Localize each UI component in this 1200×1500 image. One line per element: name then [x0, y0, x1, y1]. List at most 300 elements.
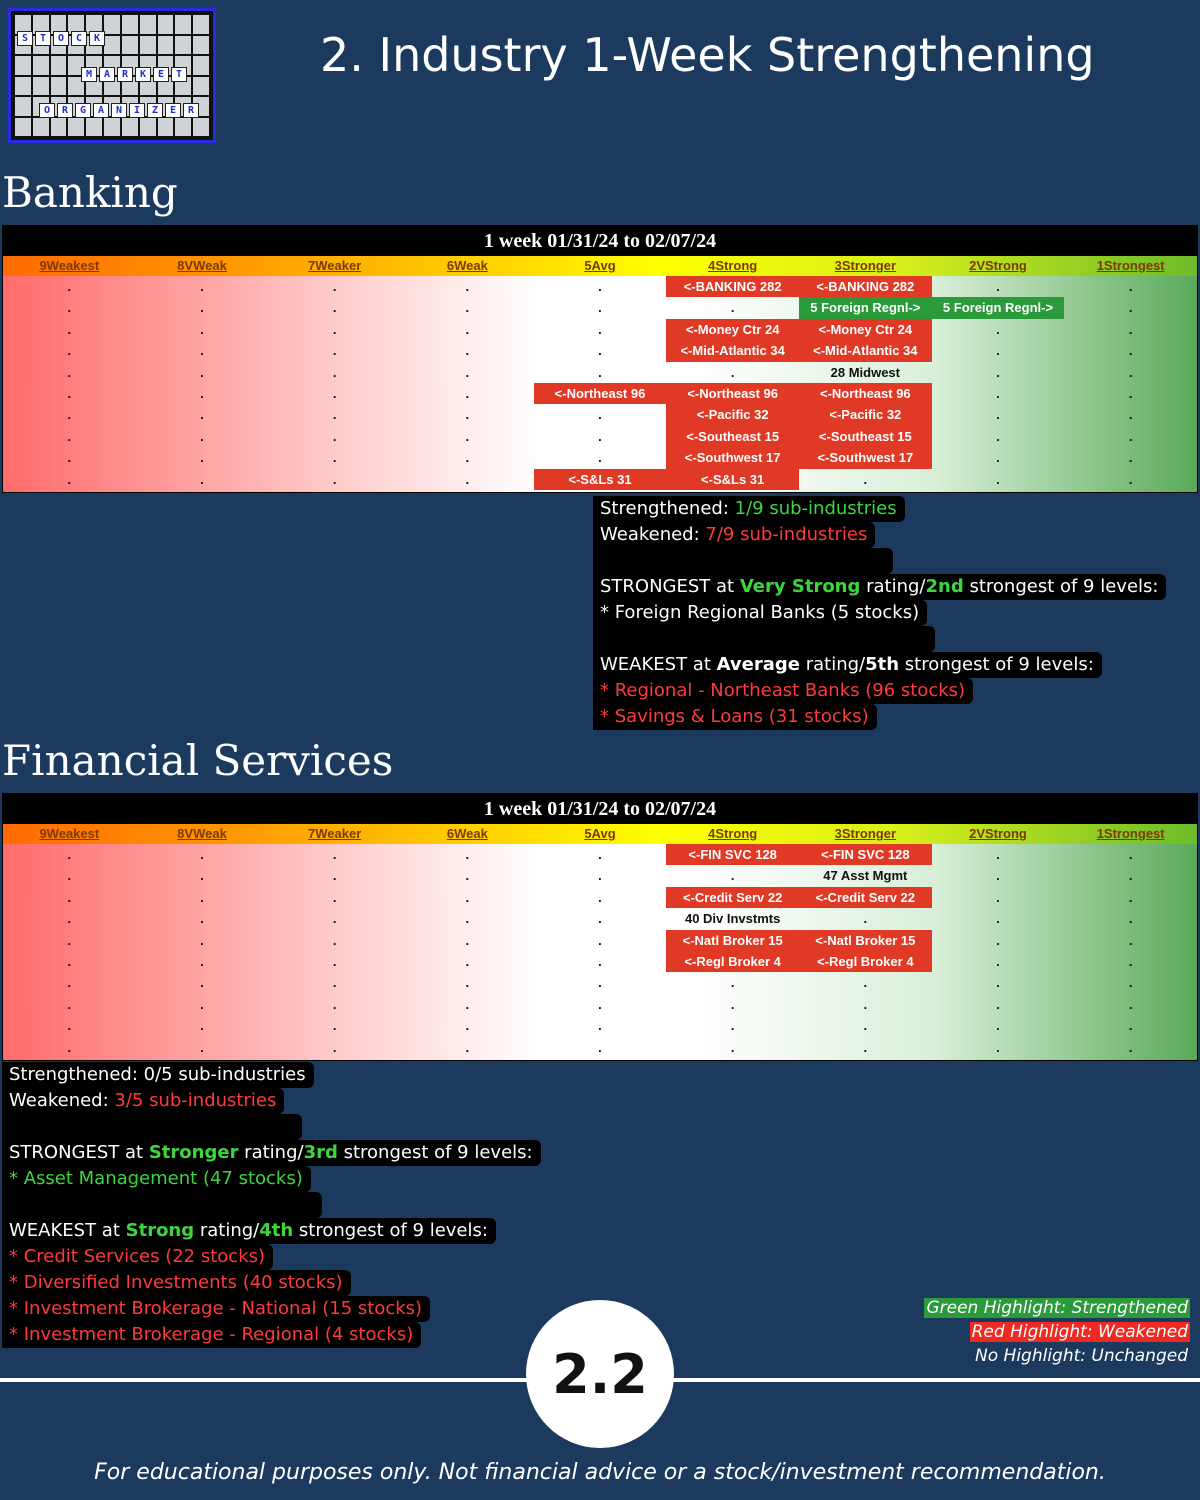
grid-cell: <-Northeast 96: [666, 383, 799, 404]
logo-letter: M: [81, 67, 97, 82]
grid-cell: .: [598, 996, 602, 1012]
grid-cell: .: [598, 300, 602, 316]
grid-cell: .: [200, 300, 204, 316]
grid-row: [3, 865, 1197, 886]
grid-cell: .: [67, 868, 72, 884]
level-label: 3Stronger: [834, 258, 897, 273]
logo-letter: K: [89, 31, 105, 46]
level-label: 3Stronger: [834, 826, 897, 841]
grid-cell: .: [996, 279, 1000, 294]
grid-cell: .: [332, 407, 337, 423]
grid-cell: .: [465, 889, 470, 905]
grid-cell: .: [1128, 868, 1133, 884]
level-label: 2VStrong: [969, 826, 1027, 841]
grid-cell: .: [332, 471, 337, 487]
grid-cell: .: [67, 450, 72, 466]
grid-cell: .: [465, 450, 470, 466]
grid-cell: <-Credit Serv 22: [666, 887, 799, 908]
level-label: 6Weak: [446, 826, 488, 841]
grid-cell: .: [67, 364, 72, 380]
grid-cell: <-BANKING 282: [666, 276, 799, 297]
grid-cell: .: [465, 911, 470, 927]
logo-tile: [15, 56, 31, 75]
grid-cell: 28 Midwest: [830, 364, 900, 380]
grid-cell: .: [598, 932, 602, 948]
grid-cell: .: [598, 911, 602, 927]
grid-cell: .: [200, 953, 204, 969]
grid-cell: .: [465, 996, 470, 1012]
grid-cell: .: [200, 450, 204, 466]
highlight-legend: [924, 1298, 1190, 1370]
logo-tile: [140, 36, 156, 55]
grid-cell: <-Southwest 17: [666, 447, 799, 468]
level-label: 7Weaker: [308, 258, 362, 273]
banking-weakest-item: * Regional - Northeast Banks (96 stocks): [593, 678, 973, 704]
grid-cell: .: [996, 471, 1000, 487]
grid-cell: <-Credit Serv 22: [799, 887, 932, 908]
logo-tile: [104, 36, 120, 55]
banking-table-header: 1 week 01/31/24 to 02/07/24: [3, 226, 1197, 256]
grid-cell: .: [1128, 1039, 1133, 1055]
grid-cell: <-FIN SVC 128: [666, 844, 799, 865]
grid-cell: .: [996, 428, 1000, 444]
banking-strengthened-line: Strengthened: 1/9 sub-industries: [593, 496, 905, 522]
grid-cell: .: [1128, 471, 1133, 487]
grid-row: [3, 340, 1197, 361]
grid-cell: <-Northeast 96: [799, 383, 932, 404]
financial-table-header: 1 week 01/31/24 to 02/07/24: [3, 794, 1197, 824]
logo-tile: [140, 15, 156, 34]
grid-cell: .: [465, 1018, 470, 1034]
level-label: 1Strongest: [1096, 258, 1165, 273]
grid-cell: .: [200, 407, 204, 423]
grid-cell: .: [598, 407, 602, 423]
page-number-badge: 2.2: [526, 1300, 674, 1448]
grid-cell: .: [332, 953, 337, 969]
grid-cell: .: [863, 975, 868, 991]
grid-row: [3, 276, 1197, 297]
grid-row: [3, 383, 1197, 404]
logo-tile: [33, 118, 49, 137]
grid-cell: .: [465, 300, 470, 316]
logo-letter: G: [75, 103, 91, 118]
logo-letter: I: [129, 103, 145, 118]
banking-section-title: Banking: [2, 168, 178, 217]
logo-letter: K: [135, 67, 151, 82]
grid-cell: .: [332, 300, 337, 316]
grid-cell: .: [1128, 932, 1133, 948]
grid-cell: .: [465, 428, 470, 444]
grid-row: [3, 908, 1197, 929]
grid-cell: .: [67, 975, 72, 991]
logo-tile: [15, 77, 31, 96]
disclaimer: For educational purposes only. Not financial advice or a stock/investment recommendation.: [94, 1460, 1106, 1485]
grid-cell: .: [598, 868, 602, 884]
grid-cell: .: [465, 847, 470, 862]
legend-none: No Highlight: Unchanged: [975, 1346, 1188, 1366]
banking-summary-notes: [593, 496, 1166, 730]
grid-cell: .: [730, 364, 735, 380]
financial-strongest-item: * Asset Management (47 stocks): [2, 1166, 311, 1192]
financial-weakest-item: * Credit Services (22 stocks): [2, 1244, 273, 1270]
grid-cell: .: [465, 343, 470, 359]
grid-row: [3, 469, 1197, 490]
logo-letter: R: [183, 103, 199, 118]
financial-section-title: Financial Services: [2, 736, 394, 785]
logo-tile: [15, 97, 31, 116]
grid-cell: <-Mid-Atlantic 34: [666, 340, 799, 361]
grid-row: [3, 404, 1197, 425]
grid-cell: .: [996, 321, 1000, 337]
grid-cell: .: [332, 911, 337, 927]
legend-red: Red Highlight: Weakened: [971, 1322, 1188, 1342]
grid-cell: .: [332, 385, 337, 401]
financial-strengthened-line: Strengthened: 0/5 sub-industries: [2, 1062, 314, 1088]
grid-cell: .: [996, 996, 1000, 1012]
logo-word-stock: [17, 31, 105, 46]
grid-cell: .: [1128, 889, 1133, 905]
grid-cell: .: [730, 868, 735, 884]
grid-cell: .: [996, 953, 1000, 969]
logo-letter: E: [153, 67, 169, 82]
grid-cell: 47 Asst Mgmt: [823, 868, 908, 884]
grid-cell: 5 Foreign Regnl->: [932, 297, 1065, 318]
grid-cell: .: [200, 868, 204, 884]
grid-cell: .: [730, 975, 735, 991]
grid-cell: .: [67, 1039, 72, 1055]
grid-cell: .: [200, 847, 204, 862]
grid-row: [3, 951, 1197, 972]
grid-cell: .: [1128, 300, 1133, 316]
logo-tile: [122, 36, 138, 55]
grid-cell: .: [996, 343, 1000, 359]
grid-cell: .: [332, 279, 337, 294]
grid-cell: .: [465, 364, 470, 380]
financial-rating-table: [2, 793, 1198, 1061]
logo-tile: [51, 118, 67, 137]
grid-cell: .: [598, 889, 602, 905]
banking-level-header-row: [3, 256, 1197, 276]
financial-grid-body: [3, 844, 1197, 1060]
grid-cell: .: [863, 996, 868, 1012]
logo-tile: [15, 118, 31, 137]
grid-cell: .: [67, 385, 72, 401]
grid-cell: .: [200, 364, 204, 380]
grid-cell: .: [996, 1039, 1000, 1055]
grid-cell: .: [200, 471, 204, 487]
grid-cell: .: [67, 953, 72, 969]
grid-cell: .: [332, 450, 337, 466]
grid-cell: .: [863, 1018, 868, 1034]
grid-cell: .: [200, 911, 204, 927]
grid-cell: .: [332, 975, 337, 991]
grid-row: [3, 426, 1197, 447]
grid-cell: 5 Foreign Regnl->: [799, 297, 932, 318]
grid-cell: .: [1128, 279, 1133, 294]
grid-cell: .: [465, 321, 470, 337]
level-label: 8VWeak: [177, 826, 227, 841]
grid-cell: .: [332, 343, 337, 359]
grid-cell: .: [1128, 953, 1133, 969]
logo-tile: [175, 118, 191, 137]
grid-cell: .: [200, 279, 204, 294]
logo-tile: [193, 77, 209, 96]
grid-cell: .: [996, 450, 1000, 466]
level-label: 4Strong: [708, 826, 758, 841]
level-label: 2VStrong: [969, 258, 1027, 273]
level-label: 9Weakest: [39, 258, 100, 273]
grid-cell: .: [332, 868, 337, 884]
banking-weakest-line: WEAKEST at Average rating/5th strongest of 9 levels:: [593, 652, 1102, 678]
grid-cell: .: [67, 471, 72, 487]
grid-cell: .: [465, 868, 470, 884]
logo-letter: A: [99, 67, 115, 82]
grid-cell: .: [67, 1018, 72, 1034]
grid-row: [3, 362, 1197, 383]
grid-cell: .: [465, 471, 470, 487]
grid-cell: .: [200, 321, 204, 337]
logo-tile: [122, 15, 138, 34]
grid-cell: .: [67, 407, 72, 423]
grid-row: [3, 447, 1197, 468]
grid-cell: .: [200, 343, 204, 359]
logo-letter: R: [57, 103, 73, 118]
banking-strongest-item: * Foreign Regional Banks (5 stocks): [593, 600, 927, 626]
grid-cell: .: [67, 343, 72, 359]
grid-cell: .: [863, 1039, 868, 1055]
logo-tile: [51, 56, 67, 75]
grid-cell: .: [332, 996, 337, 1012]
logo-tile: [193, 36, 209, 55]
logo-tile: [158, 36, 174, 55]
grid-cell: <-Mid-Atlantic 34: [799, 340, 932, 361]
grid-cell: .: [67, 996, 72, 1012]
financial-level-header-row: [3, 824, 1197, 844]
financial-weakest-item: * Diversified Investments (40 stocks): [2, 1270, 351, 1296]
grid-cell: <-Southeast 15: [666, 426, 799, 447]
grid-cell: <-Northeast 96: [534, 383, 667, 404]
grid-cell: .: [1128, 847, 1133, 862]
grid-cell: .: [67, 911, 72, 927]
grid-cell: <-BANKING 282: [799, 276, 932, 297]
logo-tile: [104, 118, 120, 137]
grid-row: [3, 994, 1197, 1015]
logo-tile: [140, 118, 156, 137]
grid-cell: <-Pacific 32: [666, 404, 799, 425]
grid-cell: .: [1128, 911, 1133, 927]
grid-cell: <-Regl Broker 4: [666, 951, 799, 972]
grid-cell: <-FIN SVC 128: [799, 844, 932, 865]
logo-tile: [193, 15, 209, 34]
grid-cell: .: [996, 847, 1000, 862]
banking-weakened-line: Weakened: 7/9 sub-industries: [593, 522, 875, 548]
logo-tile: [33, 56, 49, 75]
page-title: 2. Industry 1-Week Strengthening: [320, 28, 1095, 82]
logo-letter: T: [35, 31, 51, 46]
level-label: 6Weak: [446, 258, 488, 273]
grid-cell: .: [200, 1039, 204, 1055]
logo-letter: Z: [147, 103, 163, 118]
logo-letter: R: [117, 67, 133, 82]
logo-letter: O: [39, 103, 55, 118]
grid-row: [3, 930, 1197, 951]
grid-cell: .: [67, 321, 72, 337]
grid-cell: .: [1128, 996, 1133, 1012]
grid-cell: .: [1128, 428, 1133, 444]
level-label: 5Avg: [584, 258, 616, 273]
logo-tile: [158, 15, 174, 34]
grid-cell: .: [996, 975, 1000, 991]
logo-tile: [175, 36, 191, 55]
grid-cell: .: [200, 889, 204, 905]
grid-cell: .: [200, 975, 204, 991]
grid-cell: .: [332, 364, 337, 380]
grid-cell: .: [332, 428, 337, 444]
legend-green: Green Highlight: Strengthened: [926, 1298, 1188, 1318]
logo-tile: [33, 77, 49, 96]
financial-weakest-line: WEAKEST at Strong rating/4th strongest of 9 levels:: [2, 1218, 496, 1244]
financial-weakened-line: Weakened: 3/5 sub-industries: [2, 1088, 284, 1114]
grid-cell: .: [465, 953, 470, 969]
grid-cell: <-Money Ctr 24: [799, 319, 932, 340]
grid-cell: <-S&Ls 31: [534, 469, 667, 490]
grid-cell: .: [598, 321, 602, 337]
grid-cell: <-Natl Broker 15: [666, 930, 799, 951]
grid-cell: .: [200, 932, 204, 948]
grid-cell: .: [332, 1018, 337, 1034]
grid-cell: .: [730, 300, 735, 316]
grid-cell: .: [465, 932, 470, 948]
logo-word-organizer: [39, 103, 199, 118]
grid-row: [3, 319, 1197, 340]
level-label: 8VWeak: [177, 258, 227, 273]
grid-cell: .: [598, 364, 602, 380]
grid-cell: .: [863, 471, 868, 487]
logo-tile: [104, 15, 120, 34]
stock-market-organizer-logo: [8, 8, 216, 143]
grid-cell: .: [598, 343, 602, 359]
logo-tile: [51, 77, 67, 96]
grid-cell: .: [598, 450, 602, 466]
logo-tile: [175, 15, 191, 34]
grid-cell: .: [598, 975, 602, 991]
grid-row: [3, 972, 1197, 993]
grid-cell: .: [598, 279, 602, 294]
grid-cell: .: [996, 385, 1000, 401]
level-label: 7Weaker: [308, 826, 362, 841]
grid-row: [3, 297, 1197, 318]
level-label: 5Avg: [584, 826, 616, 841]
grid-cell: .: [200, 428, 204, 444]
grid-cell: .: [332, 321, 337, 337]
grid-cell: .: [996, 932, 1000, 948]
logo-tile: [68, 118, 84, 137]
banking-strongest-line: STRONGEST at Very Strong rating/2nd strongest of 9 levels:: [593, 574, 1166, 600]
grid-cell: .: [598, 953, 602, 969]
grid-cell: <-Southeast 15: [799, 426, 932, 447]
grid-row: [3, 1015, 1197, 1036]
grid-cell: .: [1128, 1018, 1133, 1034]
level-label: 4Strong: [708, 258, 758, 273]
financial-weakest-item: * Investment Brokerage - Regional (4 stocks): [2, 1322, 421, 1348]
grid-cell: .: [996, 1018, 1000, 1034]
grid-cell: .: [465, 279, 470, 294]
grid-cell: .: [465, 407, 470, 423]
grid-row: [3, 844, 1197, 865]
grid-cell: .: [1128, 385, 1133, 401]
logo-tile: [86, 118, 102, 137]
logo-letter: A: [93, 103, 109, 118]
banking-weakest-item: * Savings & Loans (31 stocks): [593, 704, 877, 730]
logo-letter: S: [17, 31, 33, 46]
grid-cell: .: [996, 911, 1000, 927]
grid-cell: .: [598, 1018, 602, 1034]
grid-cell: .: [996, 364, 1000, 380]
grid-cell: 40 Div Invstmts: [684, 911, 781, 927]
grid-cell: .: [598, 428, 602, 444]
grid-cell: <-Money Ctr 24: [666, 319, 799, 340]
logo-tile: [158, 118, 174, 137]
grid-cell: .: [1128, 364, 1133, 380]
grid-cell: .: [863, 911, 868, 927]
logo-tile: [193, 56, 209, 75]
logo-letter: E: [165, 103, 181, 118]
grid-cell: .: [996, 407, 1000, 423]
grid-cell: .: [730, 1039, 735, 1055]
grid-row: [3, 887, 1197, 908]
grid-cell: .: [465, 1039, 470, 1055]
grid-cell: .: [465, 975, 470, 991]
grid-cell: .: [332, 847, 337, 862]
grid-cell: .: [67, 300, 72, 316]
grid-cell: .: [67, 428, 72, 444]
grid-cell: <-S&Ls 31: [666, 469, 799, 490]
grid-cell: .: [730, 996, 735, 1012]
financial-summary-notes: [2, 1062, 541, 1348]
grid-cell: .: [200, 996, 204, 1012]
logo-letter: C: [71, 31, 87, 46]
grid-cell: .: [730, 1018, 735, 1034]
grid-cell: <-Regl Broker 4: [799, 951, 932, 972]
grid-cell: <-Natl Broker 15: [799, 930, 932, 951]
grid-cell: .: [598, 1039, 602, 1055]
financial-strongest-line: STRONGEST at Stronger rating/3rd strongest of 9 levels:: [2, 1140, 541, 1166]
grid-cell: <-Pacific 32: [799, 404, 932, 425]
grid-cell: .: [1128, 321, 1133, 337]
grid-cell: .: [200, 1018, 204, 1034]
grid-row: [3, 1037, 1197, 1058]
level-label: 1Strongest: [1096, 826, 1165, 841]
grid-cell: .: [200, 385, 204, 401]
logo-word-market: [81, 67, 187, 82]
grid-cell: .: [67, 847, 72, 862]
grid-cell: .: [67, 279, 72, 294]
grid-cell: .: [67, 932, 72, 948]
grid-cell: .: [996, 868, 1000, 884]
grid-cell: .: [332, 932, 337, 948]
grid-cell: .: [1128, 450, 1133, 466]
logo-letter: N: [111, 103, 127, 118]
grid-cell: .: [332, 1039, 337, 1055]
grid-cell: .: [1128, 975, 1133, 991]
level-label: 9Weakest: [39, 826, 100, 841]
grid-cell: .: [67, 889, 72, 905]
banking-rating-table: [2, 225, 1198, 493]
grid-cell: .: [996, 889, 1000, 905]
logo-letter: T: [171, 67, 187, 82]
grid-cell: <-Southwest 17: [799, 447, 932, 468]
financial-weakest-item: * Investment Brokerage - National (15 stocks): [2, 1296, 430, 1322]
